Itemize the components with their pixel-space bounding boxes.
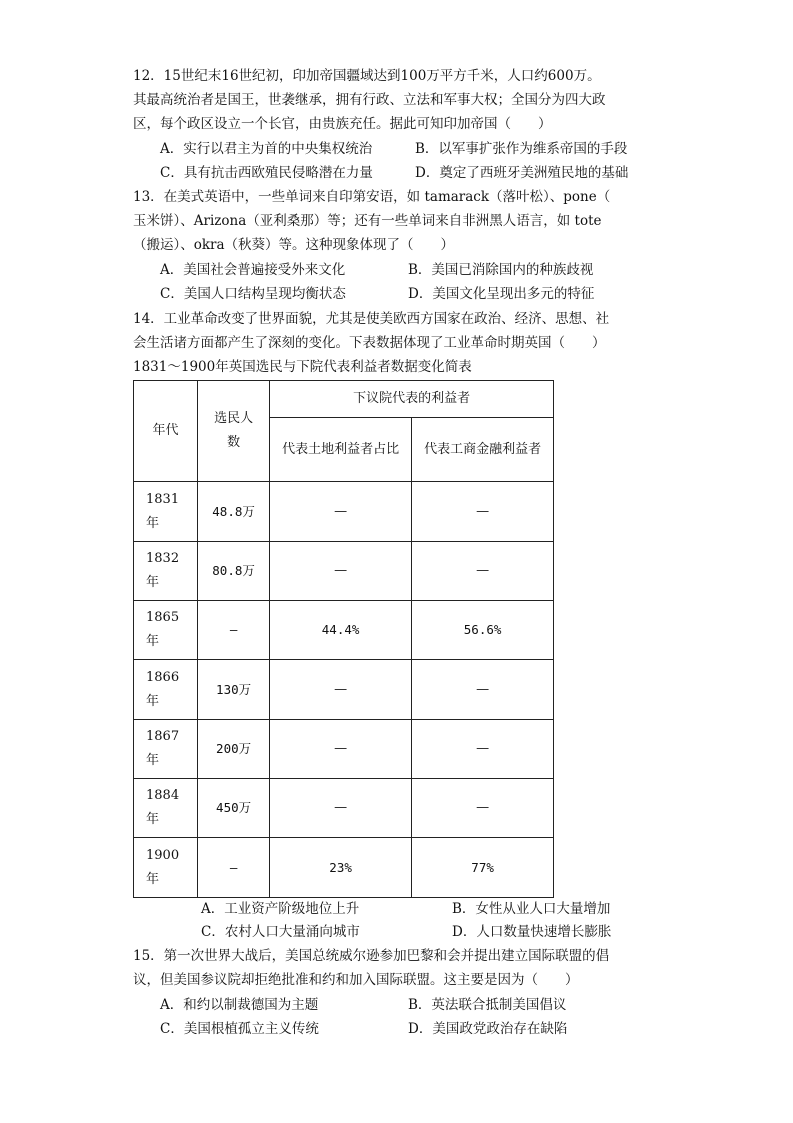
- voter-data-table: [133, 380, 554, 898]
- q15-option-d[interactable]: D．美国政党政治存在缺陷: [408, 1021, 568, 1037]
- q14-option-c[interactable]: C．农村人口大量涌向城市: [201, 924, 360, 940]
- table-row: [134, 720, 554, 779]
- q13-option-c[interactable]: C．美国人口结构呈现均衡状态: [160, 286, 346, 302]
- cell-year: 1900年: [134, 838, 198, 898]
- table-row: [134, 779, 554, 838]
- header-year: 年代: [134, 381, 198, 482]
- q13-option-b[interactable]: B．美国已消除国内的种族歧视: [408, 262, 594, 278]
- cell-land: —: [270, 779, 412, 838]
- q14-line-2: 会生活诸方面都产生了深刻的变化。下表数据体现了工业革命时期英国（ ）: [133, 335, 606, 351]
- table-caption: 1831～1900年英国选民与下院代表利益者数据变化简表: [133, 359, 472, 375]
- q13-option-a[interactable]: A．美国社会普遍接受外来文化: [160, 262, 346, 278]
- q13-line-3: （搬运）、okra（秋葵）等。这种现象体现了（ ）: [133, 237, 455, 253]
- q12-line-2: 其最高统治者是国王，世袭继承，拥有行政、立法和军事大权；全国分为四大政: [133, 92, 606, 108]
- q15-line-1: 15．第一次世界大战后，美国总统威尔逊参加巴黎和会并提出建立国际联盟的倡: [133, 948, 610, 964]
- q15-option-c[interactable]: C．美国根植孤立主义传统: [160, 1021, 319, 1037]
- table-row: [134, 482, 554, 542]
- cell-land: —: [270, 660, 412, 720]
- cell-voters: 450万: [198, 779, 270, 838]
- q15-line-2: 议，但美国参议院却拒绝批准和约和加入国际联盟。这主要是因为（ ）: [133, 972, 579, 988]
- q14-option-a[interactable]: A．工业资产阶级地位上升: [201, 901, 360, 917]
- cell-industry: —: [412, 720, 554, 779]
- cell-industry: —: [412, 660, 554, 720]
- cell-voters: —: [198, 601, 270, 660]
- table-row: [134, 542, 554, 601]
- q14-line-1: 14．工业革命改变了世界面貌，尤其是使美欧西方国家在政治、经济、思想、社: [133, 311, 610, 327]
- header-representatives: 下议院代表的利益者: [270, 381, 554, 418]
- header-voters: 选民人数: [198, 381, 270, 482]
- q14-option-b[interactable]: B．女性从业人口大量增加: [452, 901, 611, 917]
- cell-land: 44.4%: [270, 601, 412, 660]
- table-row: [134, 660, 554, 720]
- table-header-row-1: [134, 381, 554, 418]
- cell-year: 1867年: [134, 720, 198, 779]
- cell-industry: —: [412, 779, 554, 838]
- cell-year: 1865年: [134, 601, 198, 660]
- q12-option-c[interactable]: C．具有抗击西欧殖民侵略潜在力量: [160, 165, 373, 181]
- cell-voters: —: [198, 838, 270, 898]
- q14-option-d[interactable]: D．人口数量快速增长膨胀: [452, 924, 612, 940]
- cell-industry: —: [412, 482, 554, 542]
- q12-option-a[interactable]: A．实行以君主为首的中央集权统治: [160, 141, 373, 157]
- cell-land: 23%: [270, 838, 412, 898]
- cell-industry: 77%: [412, 838, 554, 898]
- q12-option-d[interactable]: D．奠定了西班牙美洲殖民地的基础: [415, 165, 629, 181]
- cell-industry: —: [412, 542, 554, 601]
- q13-line-1: 13．在美式英语中，一些单词来自印第安语，如 tamarack（落叶松）、pone（: [133, 189, 611, 205]
- cell-voters: 130万: [198, 660, 270, 720]
- cell-industry: 56.6%: [412, 601, 554, 660]
- q13-option-d[interactable]: D．美国文化呈现出多元的特征: [408, 286, 595, 302]
- table-row: [134, 838, 554, 898]
- cell-land: —: [270, 720, 412, 779]
- q13-line-2: 玉米饼）、Arizona（亚利桑那）等；还有一些单词来自非洲黑人语言，如 tote: [133, 213, 602, 229]
- cell-land: —: [270, 542, 412, 601]
- q15-option-a[interactable]: A．和约以制裁德国为主题: [160, 997, 319, 1013]
- cell-voters: 48.8万: [198, 482, 270, 542]
- q12-line-3: 区，每个政区设立一个长官，由贵族充任。据此可知印加帝国（ ）: [133, 116, 552, 132]
- cell-year: 1866年: [134, 660, 198, 720]
- cell-voters: 200万: [198, 720, 270, 779]
- q12-line-1: 12．15世纪末16世纪初，印加帝国疆域达到100万平方千米，人口约600万。: [133, 68, 601, 84]
- cell-year: 1832年: [134, 542, 198, 601]
- cell-land: —: [270, 482, 412, 542]
- q15-option-b[interactable]: B．英法联合抵制美国倡议: [408, 997, 567, 1013]
- cell-voters: 80.8万: [198, 542, 270, 601]
- header-land-share: 代表土地利益者占比: [270, 418, 412, 482]
- header-industry-share: 代表工商金融利益者: [412, 418, 554, 482]
- q12-option-b[interactable]: B．以军事扩张作为维系帝国的手段: [415, 141, 628, 157]
- cell-year: 1831年: [134, 482, 198, 542]
- table-row: [134, 601, 554, 660]
- cell-year: 1884年: [134, 779, 198, 838]
